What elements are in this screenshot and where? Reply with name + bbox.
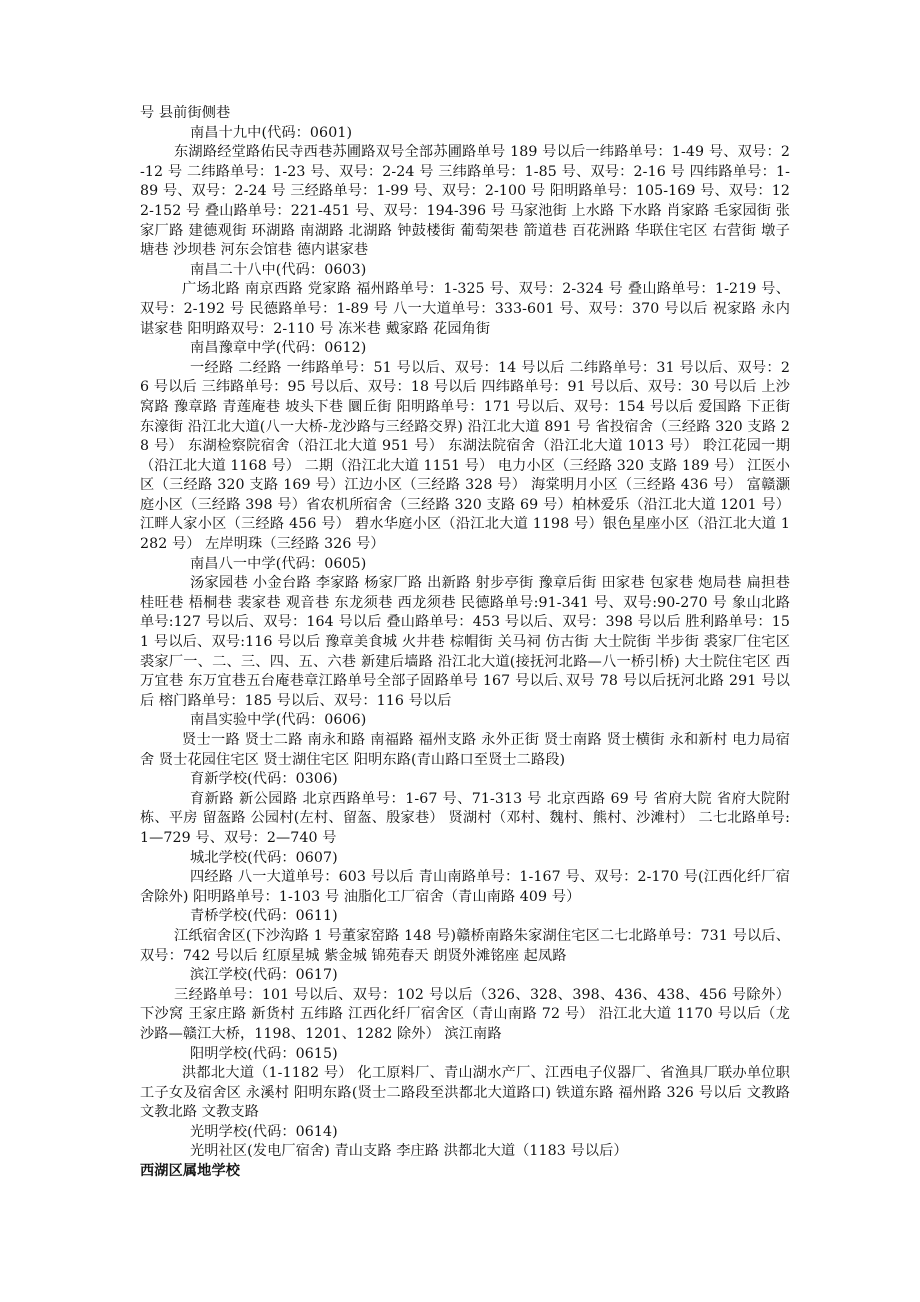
school-areas: 一经路 二经路 一纬路单号：51 号以后、双号：14 号以后 二纬路单号：31 号以后、双号：26 号以后 三纬路单号：95 号以后、双号：18 号以后 四纬路单号：91 号以后、双号：30 号以后 上沙窝路 豫章路 青莲庵巷 坡头下巷 圜丘街 阳明路单号：171 号以后、双号：154 号以后 爱国路 下正街 东濠街 沿江北大道(八一大桥-龙沙路与三经路交界) 沿江北大道 891 号 省投宿舍（三经路 320 支路 28 号） 东湖检察院宿舍（沿江北大道 951 号） 东湖法院宿舍（沿江北大道 1013 号） 聆江花园一期（沿江北大道 1168 号） 二期（沿江北大道 1151 号） 电力小区（三经路 320 支路 189 号） 江医小区（三经路 320 支路 169 号）江边小区（三经路 328 号） 海棠明月小区（三经路 436 号） 富赣灏庭小区（三经路 398 号）省农机所宿舍（三经路 320 支路 69 号）柏林爱乐（沿江北大道 1201 号） 江畔人家小区（三经路 456 号） 碧水华庭小区（沿江北大道 1198 号）银色星座小区（沿江北大道 1282 号） 左岸明珠（三经路 326 号） — [140, 359, 790, 553]
school-areas: 四经路 八一大道单号：603 号以后 青山南路单号：1-167 号、双号：2-170 号(江西化纤厂宿舍除外) 阳明路单号：1-103 号 油脂化工厂宿舍（青山南路 409 号） — [140, 869, 790, 905]
school-areas: 广场北路 南京西路 党家路 福州路单号：1-325 号、双号：2-324 号 叠山路单号：1-219 号、双号：2-192 号 民德路单号：1-89 号 八一大道单号：333-601 号、双号：370 号以后 祝家路 永内谌家巷 阳明路双号：2-110 号 冻米巷 戴家路 花园角街 — [140, 281, 790, 337]
school-areas: 光明社区(发电厂宿舍) 青山支路 李庄路 洪都北大道（1183 号以后） — [190, 1143, 628, 1160]
school-name: 青桥学校(代码：0611) — [190, 908, 338, 925]
school-name: 光明学校(代码：0614) — [190, 1123, 338, 1140]
school-areas: 洪都北大道（1-1182 号） 化工原料厂、青山湖水产厂、江西电子仪器厂、省渔具厂联办单位职工子女及宿舍区 永溪村 阳明东路(贤士二路段至洪都北大道路口) 铁道东路 福州路 326 号以后 文教路 文教北路 文教支路 — [140, 1065, 790, 1121]
school-areas: 东湖路经堂路佑民寺西巷苏圃路双号全部苏圃路单号 189 号以后一纬路单号：1-49 号、双号：2-12 号 二纬路单号：1-23 号、双号：2-24 号 三纬路单号：1-85 号、双号：2-16 号 四纬路单号：1-89 号、双号：2-24 号 三经路单号：1-99 号、双号：2-100 号 阳明路单号：105-169 号、双号：122-152 号 叠山路单号：221-451 号、双号：194-396 号 马家池街 上水路 下水路 肖家路 毛家园街 张家厂路 建德观街 环湖路 南湖路 北湖路 钟鼓楼街 葡萄架巷 箭道巷 百花洲路 华联住宅区 右营街 墩子塘巷 沙坝巷 河东会馆巷 德内谌家巷 — [140, 144, 790, 259]
school-name: 城北学校(代码：0607) — [190, 849, 338, 866]
school-name: 南昌实验中学(代码：0606) — [190, 712, 367, 729]
school-areas: 三经路单号：101 号以后、双号：102 号以后（326、328、398、436、438、456 号除外） 下沙窝 王家庄路 新货村 五纬路 江西化纤厂宿舍区（青山南路 72 号） 沿江北大道 1170 号以后（龙沙路—赣江大桥，1198、1201、1282 除外） 滨江南路 — [140, 986, 790, 1042]
continuation-text: 号 县前街侧巷 — [140, 105, 231, 121]
school-areas: 贤士一路 贤士二路 南永和路 南福路 福州支路 永外正街 贤士南路 贤士横街 永和新村 电力局宿舍 贤士花园住宅区 贤士湖住宅区 阳明东路(青山路口至贤士二路段) — [140, 732, 790, 768]
document-body — [140, 104, 790, 1182]
school-areas: 汤家园巷 小金台路 李家路 杨家厂路 出新路 射步亭街 豫章后街 田家巷 包家巷 炮局巷 扁担巷 桂旺巷 梧桐巷 裴家巷 观音巷 东龙须巷 西龙须巷 民德路单号:91-341 号、双号:90-270 号 象山北路单号:127 号以后、双号：164 号以后 叠山路单号：453 号以后、双号：398 号以后 胜利路单号：151 号以后、双号:116 号以后 豫章美食城 火井巷 棕帽街 关马祠 仿古街 大士院街 半步街 裘家厂住宅区 裘家厂一、二、三、四、五、六巷 新建后墙路 沿江北大道(接抚河北路—八一桥引桥) 大士院住宅区 西万宜巷 东万宜巷五台庵巷章江路单号全部子固路单号 167 号以后､双号 78 号以后抚河北路 291 号以后 榕门路单号：185 号以后、双号：116 号以后 — [140, 575, 790, 709]
school-name: 滨江学校(代码：0617) — [190, 967, 338, 984]
school-areas: 育新路 新公园路 北京西路单号：1-67 号、71-313 号 北京西路 69 号 省府大院 省府大院附栋、平房 留盔路 公园村(左村、留盔、殷家巷） 贤湖村（邓村、魏村、熊村、沙滩村） 二七北路单号:1—729 号、双号：2—740 号 — [140, 790, 790, 846]
school-name: 阳明学校(代码：0615) — [190, 1045, 338, 1062]
school-name: 南昌十九中(代码：0601) — [190, 124, 353, 141]
school-name: 育新学校(代码：0306) — [190, 771, 338, 788]
school-areas: 江纸宿舍区(下沙沟路 1 号董家窑路 148 号)赣桥南路朱家湖住宅区二七北路单号：731 号以后、双号：742 号以后 红原星城 紫金城 锦苑春天 朗贤外滩铭座 起凤路 — [140, 927, 790, 964]
school-name: 南昌二十八中(代码：0603) — [190, 261, 367, 278]
section-heading: 西湖区属地学校 — [140, 1163, 241, 1180]
school-name: 南昌豫章中学(代码：0612) — [190, 340, 367, 357]
school-name: 南昌八一中学(代码：0605) — [190, 555, 367, 572]
